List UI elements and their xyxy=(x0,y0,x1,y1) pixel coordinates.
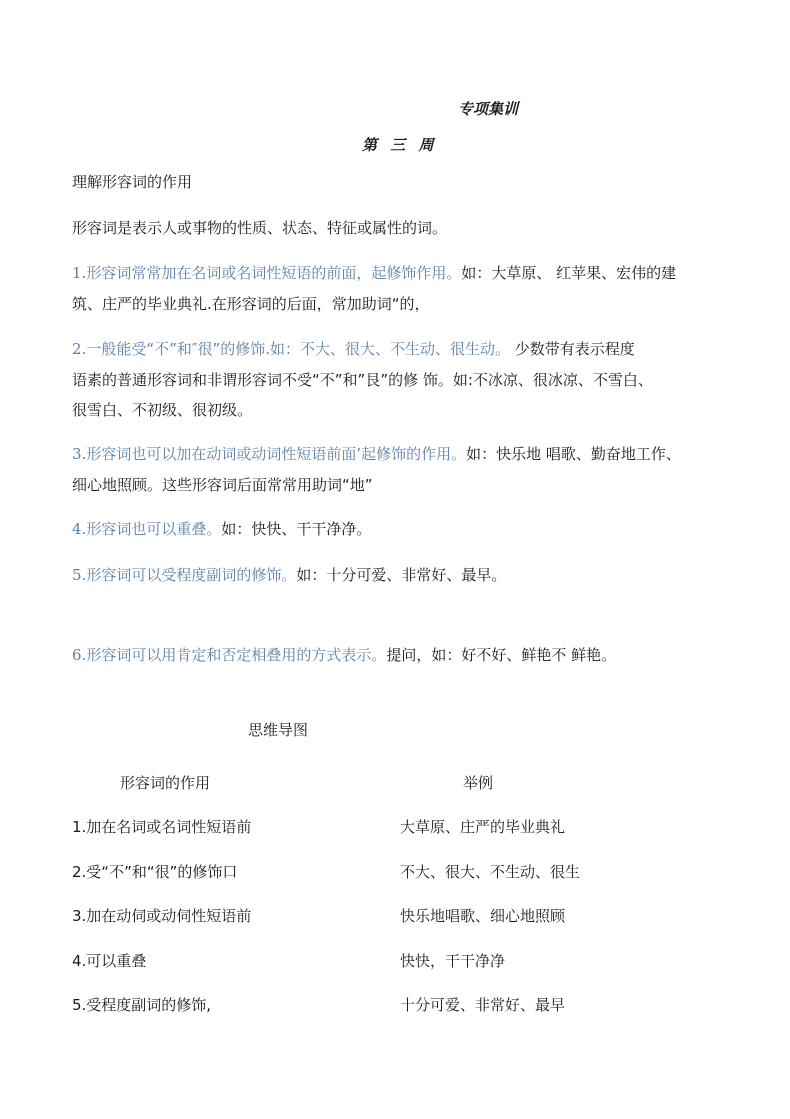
point-lead: 形容词可以用肯定和否定相叠用的方式表示。 xyxy=(86,646,387,664)
mindmap-row-right: 十分可爱、非常好、最早 xyxy=(400,996,566,1014)
point-lead: 形容词也可以重叠。 xyxy=(86,520,222,538)
point-3-line2: 细心地照顾。这些形容词后面常常用助词“地” xyxy=(72,476,373,494)
point-lead: 形容词常常加在名词或名词性短语的前面，起修饰作用。 xyxy=(86,264,462,282)
point-1 xyxy=(72,263,676,283)
mindmap-row-right: 不大、很大、不生动、很生 xyxy=(400,863,581,881)
point-rest: 提问，如：好不好、鲜艳不 鲜艳。 xyxy=(386,646,617,664)
point-rest: 如：快乐地 唱歌、勤奋地工作、 xyxy=(466,445,681,463)
point-number: 5. xyxy=(72,566,87,584)
mindmap-row-left: 3.加在动伺或动伺性短语前 xyxy=(72,907,252,925)
point-lead: 形容词也可以加在动词或动词性短语前面’起修饰的作用。 xyxy=(86,445,467,463)
point-rest: 如：快快、干干净净。 xyxy=(221,520,372,538)
definition-text: 形容词是表示人或事物的性质、状态、特征或属性的词。 xyxy=(72,219,448,237)
mindmap-row-left: 5.受程度副词的修饰, xyxy=(72,996,212,1014)
point-2-line3: 很雪白、不初级、很初级。 xyxy=(72,401,253,419)
point-number: 4. xyxy=(72,520,87,538)
mindmap-row-left: 4.可以重叠 xyxy=(72,952,147,970)
point-lead: 一般能受“不”和″很”的修饰.如：不大、很大、不生动、很生动。 xyxy=(86,340,510,358)
point-2-line2: 语素的普通形容词和非谓形容词不受“不”和”艮”的修 饰。如:不冰凉、很冰凉、不雪白、 xyxy=(72,371,653,389)
point-3 xyxy=(72,444,681,464)
mindmap-col-right-header: 举例 xyxy=(463,774,494,792)
mindmap-col-left-header: 形容词的作用 xyxy=(120,774,211,792)
week-label: 第 三 周 xyxy=(362,136,438,154)
point-1-line2: 筑、庄严的毕业典礼.在形容词的后面，常加助词“的， xyxy=(72,295,430,313)
mindmap-row-left: 2.受“不”和“很”的修饰口 xyxy=(72,863,238,881)
point-6 xyxy=(72,645,616,665)
mindmap-row-right: 快乐地唱歌、细心地照顾 xyxy=(400,907,566,925)
point-lead: 形容词可以受程度副词的修饰。 xyxy=(86,566,297,584)
point-rest: 如：大草原、 红苹果、宏伟的建 xyxy=(461,264,677,282)
point-2 xyxy=(72,339,635,359)
mindmap-row-right: 大草原、庄严的毕业典礼 xyxy=(400,818,566,836)
point-5 xyxy=(72,565,506,585)
mindmap-title: 思维导图 xyxy=(248,721,309,739)
mindmap-row-left: 1.加在名词或名词性短语前 xyxy=(72,818,252,836)
mindmap-row-right: 快快，干干净净 xyxy=(400,952,506,970)
point-number: 2. xyxy=(72,340,87,358)
point-rest: 如：十分可爱、非常好、最早。 xyxy=(296,566,507,584)
section-title: 理解形容词的作用 xyxy=(72,173,193,191)
point-number: 1. xyxy=(72,264,87,282)
page-title: 专项集训 xyxy=(458,100,519,118)
point-number: 3. xyxy=(72,445,87,463)
point-rest: 少数带有表示程度 xyxy=(510,340,635,358)
point-number: 6. xyxy=(72,646,87,664)
point-4 xyxy=(72,519,371,539)
